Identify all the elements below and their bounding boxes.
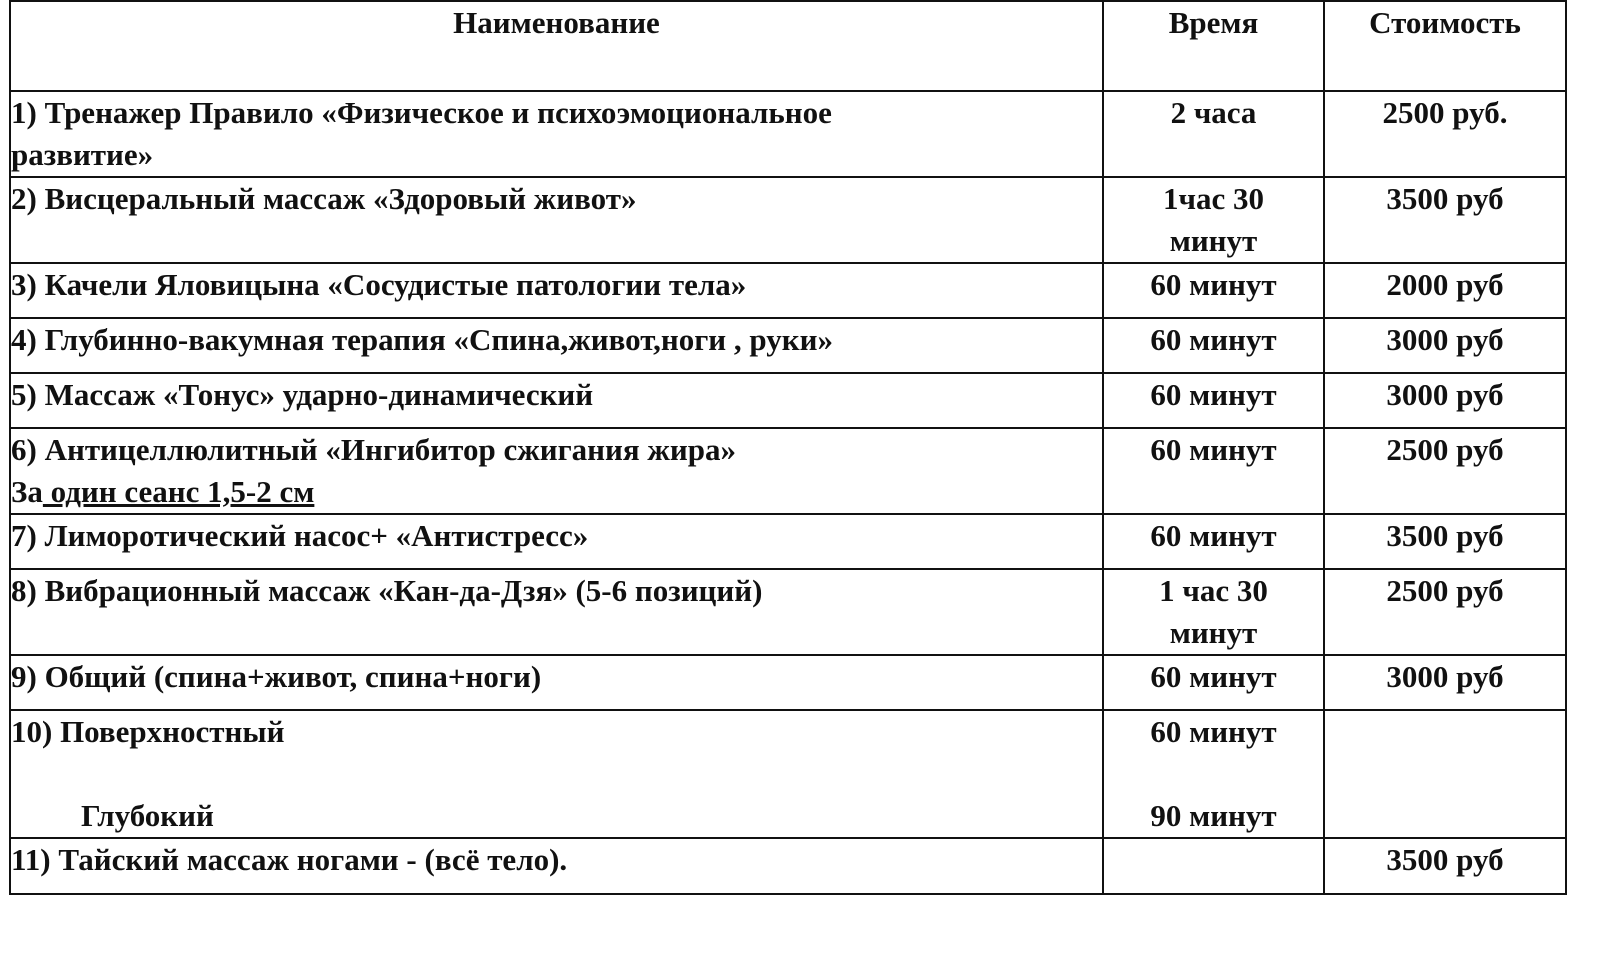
service-cost: 2500 руб	[1324, 428, 1566, 514]
header-name: Наименование	[10, 1, 1103, 91]
table-row	[10, 318, 1566, 373]
service-cost: 3000 руб	[1324, 373, 1566, 428]
underlined-note: один сеанс 1,5-2 см	[42, 474, 315, 509]
service-time: 1 час 30 минут	[1103, 569, 1324, 655]
table-row	[10, 428, 1566, 514]
service-cost: 3500 руб	[1324, 838, 1566, 894]
price-table	[9, 0, 1567, 895]
table-row	[10, 655, 1566, 710]
service-time	[1103, 838, 1324, 894]
service-cost: 2500 руб.	[1324, 91, 1566, 177]
service-time: 60 минут	[1103, 263, 1324, 318]
service-time: 1час 30 минут	[1103, 177, 1324, 263]
service-name: 4) Глубинно-вакумная терапия «Спина,живот,ноги , руки»	[10, 318, 1103, 373]
service-name: 6) Антицеллюлитный «Ингибитор сжигания жира» За один сеанс 1,5-2 см	[10, 428, 1103, 514]
service-cost: 2000 руб	[1324, 263, 1566, 318]
service-cost: 3000 руб	[1324, 318, 1566, 373]
service-name: 1) Тренажер Правило «Физическое и психоэмоциональное развитие»	[10, 91, 1103, 177]
service-time: 60 минут 90 минут	[1103, 710, 1324, 838]
service-time: 60 минут	[1103, 514, 1324, 569]
header-time: Время	[1103, 1, 1324, 91]
table-row	[10, 838, 1566, 894]
table-row	[10, 514, 1566, 569]
service-name: 11) Тайский массаж ногами - (всё тело).	[10, 838, 1103, 894]
service-time: 60 минут	[1103, 655, 1324, 710]
table-row	[10, 91, 1566, 177]
table-row	[10, 177, 1566, 263]
service-name: 3) Качели Яловицына «Сосудистые патологии тела»	[10, 263, 1103, 318]
service-time: 2 часа	[1103, 91, 1324, 177]
header-row	[10, 1, 1566, 91]
service-name: 10) Поверхностный Глубокий	[10, 710, 1103, 838]
service-time: 60 минут	[1103, 373, 1324, 428]
table-row	[10, 710, 1566, 838]
service-name: 5) Массаж «Тонус» ударно-динамический	[10, 373, 1103, 428]
table-row	[10, 373, 1566, 428]
header-cost: Стоимость	[1324, 1, 1566, 91]
service-cost: 3000 руб	[1324, 655, 1566, 710]
service-cost: 2500 руб	[1324, 569, 1566, 655]
service-name: 2) Висцеральный массаж «Здоровый живот»	[10, 177, 1103, 263]
service-cost: 3500 руб	[1324, 514, 1566, 569]
service-name: 8) Вибрационный массаж «Кан-да-Дзя» (5-6 позиций)	[10, 569, 1103, 655]
service-time: 60 минут	[1103, 428, 1324, 514]
service-name: 7) Лиморотический насос+ «Антистресс»	[10, 514, 1103, 569]
service-cost	[1324, 710, 1566, 838]
service-time: 60 минут	[1103, 318, 1324, 373]
service-cost: 3500 руб	[1324, 177, 1566, 263]
table-row	[10, 263, 1566, 318]
table-row	[10, 569, 1566, 655]
service-name: 9) Общий (спина+живот, спина+ноги)	[10, 655, 1103, 710]
